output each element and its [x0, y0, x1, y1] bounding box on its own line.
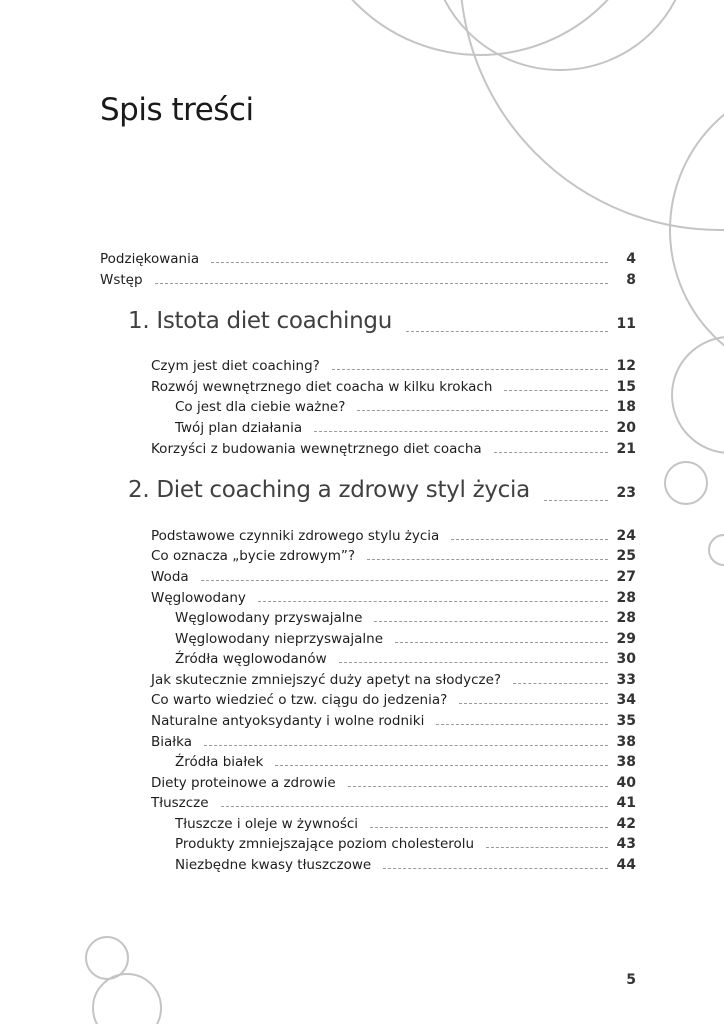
decor-circle: [665, 462, 707, 504]
toc-entry-label: Diety proteinowe a zdrowie: [151, 775, 336, 791]
toc-entry-label: Woda: [151, 569, 189, 585]
toc-entry-label: Jak skutecznie zmniejszyć duży apetyt na słodycze?: [151, 672, 502, 688]
dot-leader: [258, 600, 608, 602]
toc-entry-page: 20: [616, 420, 636, 436]
dot-leader: [451, 538, 608, 540]
dot-leader: [513, 682, 608, 684]
toc-entry-page: 42: [616, 816, 636, 832]
dot-leader: [201, 579, 608, 581]
toc-entry-page: 33: [616, 672, 636, 688]
toc-entry: [100, 249, 636, 270]
dot-leader: [395, 641, 608, 643]
toc-entry-label: Źródła węglowodanów: [175, 651, 327, 667]
toc-entry-label: Tłuszcze: [151, 795, 209, 811]
toc-entry-page: 43: [616, 836, 636, 852]
toc-entry: [100, 270, 636, 291]
toc-entry-page: 28: [616, 590, 636, 606]
toc-entry: [151, 588, 636, 609]
toc-entry: [175, 418, 636, 439]
toc-entry-label: Niezbędne kwasy tłuszczowe: [175, 857, 372, 873]
dot-leader: [370, 826, 608, 828]
decor-circle: [86, 937, 128, 979]
toc-entry-label: Węglowodany: [151, 590, 246, 606]
chapter-title: 1. Istota diet coachingu: [128, 308, 392, 334]
chapter-heading: [128, 477, 636, 511]
dot-leader: [374, 620, 608, 622]
toc-entry-page: 30: [616, 651, 636, 667]
toc-entry-label: Czym jest diet coaching?: [151, 358, 320, 374]
dot-leader: [314, 430, 608, 432]
toc-entry-page: 40: [616, 775, 636, 791]
toc-entry: [175, 855, 636, 876]
toc-entry: [151, 526, 636, 547]
toc-entry-page: 12: [616, 358, 636, 374]
dot-leader: [348, 785, 608, 787]
dot-leader: [459, 702, 608, 704]
dot-leader: [204, 744, 608, 746]
toc-entry-page: 38: [616, 734, 636, 750]
toc-entry-label: Naturalne antyoksydanty i wolne rodniki: [151, 713, 425, 729]
toc-entry-page: 29: [616, 631, 636, 647]
toc-entry: [175, 397, 636, 418]
toc-entry: [151, 546, 636, 567]
dot-leader: [436, 723, 608, 725]
toc-entry-page: 35: [616, 713, 636, 729]
dot-leader: [332, 368, 608, 370]
dot-leader: [367, 558, 608, 560]
toc-entry-page: 18: [616, 399, 636, 415]
page-number: 5: [626, 972, 636, 988]
decor-circle: [305, 0, 655, 55]
toc-entry-page: 4: [626, 251, 636, 267]
toc-entry-label: Twój plan działania: [175, 420, 303, 436]
toc-entry-page: 24: [616, 528, 636, 544]
dot-leader: [406, 330, 608, 332]
toc-entry-label: Co oznacza „bycie zdrowym”?: [151, 548, 356, 564]
dot-leader: [221, 805, 608, 807]
toc-entry: [151, 793, 636, 814]
toc-entry: [151, 711, 636, 732]
decor-circle: [672, 337, 724, 453]
toc-entry-page: 27: [616, 569, 636, 585]
toc-entry: [151, 732, 636, 753]
toc-entry-label: Korzyści z budowania wewnętrznego diet coacha: [151, 441, 482, 457]
toc-entry: [151, 356, 636, 377]
toc-entry-page: 15: [616, 379, 636, 395]
toc-entry-page: 41: [616, 795, 636, 811]
toc-entry-page: 25: [616, 548, 636, 564]
toc-entry: [151, 439, 636, 460]
decor-circle: [93, 974, 161, 1024]
dot-leader: [155, 282, 608, 284]
dot-leader: [504, 389, 608, 391]
toc-entry-label: Węglowodany przyswajalne: [175, 610, 363, 626]
toc-entry-label: Wstęp: [100, 272, 143, 288]
toc-entry-label: Tłuszcze i oleje w żywności: [175, 816, 359, 832]
dot-leader: [211, 261, 608, 263]
decor-circle: [460, 0, 724, 230]
dot-leader: [544, 499, 608, 501]
toc-entry: [175, 834, 636, 855]
toc-entry: [151, 670, 636, 691]
toc-entry-label: Podstawowe czynniki zdrowego stylu życia: [151, 528, 440, 544]
toc-entry: [175, 629, 636, 650]
toc-entry-page: 8: [626, 272, 636, 288]
toc-entry-label: Co warto wiedzieć o tzw. ciągu do jedzenia?: [151, 692, 448, 708]
decor-circle: [709, 535, 724, 565]
toc-entry-label: Źródła białek: [175, 754, 264, 770]
chapter-page: 11: [616, 316, 636, 332]
toc-entry-page: 28: [616, 610, 636, 626]
chapter-page: 23: [616, 485, 636, 501]
toc-entry-page: 38: [616, 754, 636, 770]
toc-entry-label: Co jest dla ciebie ważne?: [175, 399, 346, 415]
dot-leader: [339, 661, 608, 663]
page-title: Spis treści: [100, 92, 254, 128]
toc-entry: [175, 608, 636, 629]
toc-entry: [175, 752, 636, 773]
toc-entry: [151, 773, 636, 794]
dot-leader: [357, 409, 608, 411]
toc-entry: [151, 567, 636, 588]
toc-entry: [151, 690, 636, 711]
toc-entry-label: Białka: [151, 734, 192, 750]
toc-entry-label: Podziękowania: [100, 251, 200, 267]
toc-entry: [175, 649, 636, 670]
toc-entry-label: Produkty zmniejszające poziom cholesterolu: [175, 836, 475, 852]
dot-leader: [275, 764, 608, 766]
toc-entry-page: 44: [616, 857, 636, 873]
toc-entry-label: Rozwój wewnętrznego diet coacha w kilku krokach: [151, 379, 493, 395]
toc-entry: [175, 814, 636, 835]
toc-entry: [151, 377, 636, 398]
toc-entry-page: 21: [616, 441, 636, 457]
dot-leader: [494, 451, 608, 453]
dot-leader: [486, 846, 608, 848]
toc-entry-label: Węglowodany nieprzyswajalne: [175, 631, 384, 647]
chapter-title: 2. Diet coaching a zdrowy styl życia: [128, 477, 530, 503]
toc-entry-page: 34: [616, 692, 636, 708]
dot-leader: [383, 867, 608, 869]
chapter-heading: [128, 308, 636, 342]
